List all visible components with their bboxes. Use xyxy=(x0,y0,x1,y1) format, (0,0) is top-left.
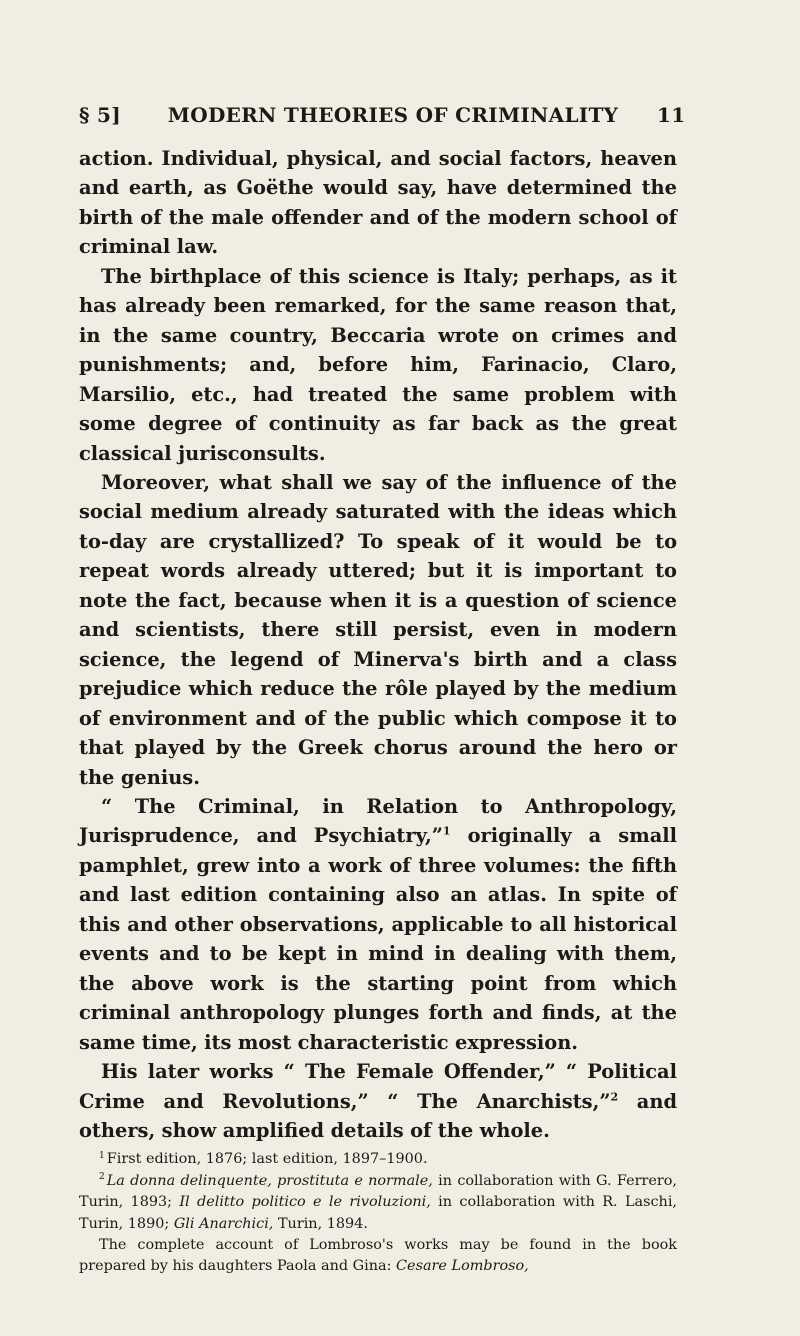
footnote-2-text-1: in collaboration with G. Ferrero, Turin, 1893; xyxy=(79,1172,677,1211)
footnote-2-title-1: La donna delinquente, prostituta e normale, xyxy=(106,1172,433,1189)
footnote-3-text: The complete account of Lombroso's works may be found in the book prepared by his daughters Paola and Gina: xyxy=(79,1237,677,1275)
paragraph-4-text-b: originally a small pamphlet, grew into a work of three volumes: the fifth and last edition containing also an atlas. In spite of this and other observations, applicable to all historical events and to be kept in mind in dealing with them, the above work is the starting point from which criminal anthropology plunges forth and finds, at the same time, its most characteristic expression. xyxy=(79,824,678,1054)
footnote-1-text: First edition, 1876; last edition, 1897–1900. xyxy=(106,1151,428,1168)
running-title: MODERN THEORIES OF CRIMINALITY xyxy=(167,103,619,127)
footnote-ref-2: 2 xyxy=(610,1090,619,1104)
footnotes xyxy=(79,1149,677,1277)
paragraph-5 xyxy=(79,1057,677,1145)
footnote-2-text-2: in collaboration with R. Laschi, Turin, 1890; xyxy=(79,1194,678,1232)
body-text xyxy=(79,144,677,1145)
footnote-2 xyxy=(79,1171,677,1235)
paragraph-2: The birthplace of this science is Italy; perhaps, as it has already been remarked, for the same reason that, in the same country, Beccaria wrote on crimes and punishments; and, before him, Farinacio, Claro, Marsilio, etc., had treated the same problem with some degree of continuity as far back as the great classical jurisconsults. xyxy=(79,264,677,465)
paragraph-4-text-a: “ The Criminal, in Relation to Anthropology, Jurisprudence, and Psychiatry,” xyxy=(79,794,677,848)
footnote-3 xyxy=(79,1235,677,1278)
footnote-2-title-2: Il delitto politico e le rivoluzioni, xyxy=(179,1194,431,1211)
paragraph-4 xyxy=(79,792,677,1057)
footnote-1 xyxy=(79,1149,677,1170)
footnote-3-title: Cesare Lombroso, xyxy=(396,1258,529,1275)
footnote-ref-1: 1 xyxy=(442,824,451,838)
paragraph-3: Moreover, what shall we say of the influence of the social medium already saturated with the ideas which to-day are crystallized? To speak of it would be to repeat words already uttered; but it is important to note the fact, because when it is a question of science and scientists, there still persist, even in modern science, the legend of Minerva's birth and a class prejudice which reduce the rôle played by the medium of environment and of the public which compose it to that played by the Greek chorus around the hero or the genius. xyxy=(79,470,677,789)
page-number: 11 xyxy=(657,103,686,127)
book-page xyxy=(79,100,686,1278)
section-mark: § 5] xyxy=(79,103,122,127)
footnote-2-title-3: Gli Anarchici, xyxy=(173,1215,274,1232)
footnote-1-mark: 1 xyxy=(99,1150,105,1161)
paragraph-5-text-a: His later works “ The Female Offender,” “ Political Crime and Revolutions,” “ The Anarchists,” xyxy=(79,1060,677,1113)
paragraph-1: action. Individual, physical, and social factors, heaven and earth, as Goëthe would say, have determined the birth of the male offender and of the modern school of criminal law. xyxy=(79,147,677,259)
footnote-2-mark: 2 xyxy=(99,1172,105,1183)
running-header xyxy=(79,100,686,130)
paragraph-5-text-b: and others, show amplified details of the whole. xyxy=(79,1089,677,1142)
footnote-2-text-3: Turin, 1894. xyxy=(273,1215,368,1232)
